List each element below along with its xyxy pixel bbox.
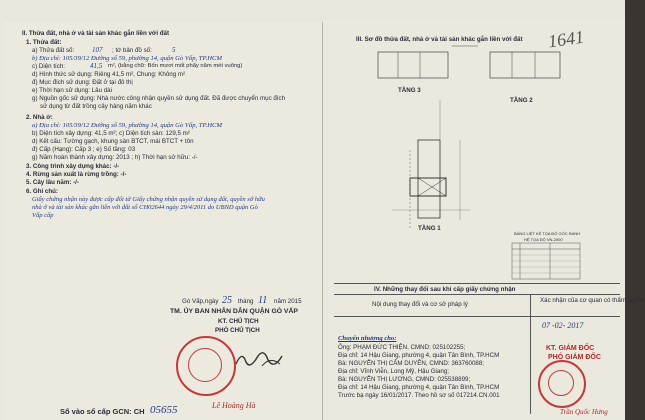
area-value: 41,5 [90, 62, 103, 70]
floor2-label: TẦNG 2 [510, 97, 533, 104]
note-line2: nhà ở và tài sản khác gắn liền với đất số CH02644 ngày 29/4/2011 do UBND quận Gò [32, 204, 258, 211]
area-label: c) Diện tích: [32, 63, 66, 70]
use-form: d) Hình thức sử dụng: Riêng 41,5 m², Chung: Không m² [32, 71, 186, 78]
transfer-line2: Địa chỉ: 14 Hậu Giang, phường 4, quận Tân Bình, TP.HCM [338, 352, 500, 359]
parcel-address: b) Địa chỉ: 105/39/12 Đường số 59, phường 14, quận Gò Vấp, TP.HCM [32, 55, 222, 62]
other-works: 3. Công trình xây dựng khác: -/- [26, 163, 120, 170]
use-purpose: đ) Mục đích sử dụng: Đất ở tại đô thị [32, 79, 133, 86]
floor3-label: TẦNG 3 [398, 87, 421, 94]
issue-month-label: tháng [238, 298, 254, 305]
kt-director: KT. GIÁM ĐỐC [546, 345, 595, 352]
use-origin-line1: g) Nguồn gốc sử dụng: Nhà nước công nhận quyền sử dụng đất. Đã được chuyển mục đích [32, 95, 286, 102]
note-line1: Giấy chứng nhận này được cấp đổi từ Giấy chứng nhận quyền sử dụng đất, quyền sở hữu [32, 196, 265, 203]
house-year: g) Năm hoàn thành xây dựng: 2013 ; h) Thời hạn sở hữu: -/- [32, 154, 198, 161]
transfer-line7: Trước bạ ngày 16/01/2017. Theo hồ sơ số 017214.CN.001 [338, 392, 500, 399]
column-changes: Nội dung thay đổi và cơ sở pháp lý [372, 301, 468, 308]
column-confirmation: Xác nhận của cơ quan có thẩm quyền [540, 297, 645, 304]
parcel-heading: 1. Thửa đất: [26, 39, 62, 46]
perennial-trees: 5. Cây lâu năm: -/- [26, 179, 79, 186]
section-iii-title: III. Sơ đồ thửa đất, nhà ở và tài sản khác gắn liền với đất [356, 36, 523, 43]
signer-name-right: Trần Quốc Hưng [560, 408, 608, 416]
transfer-line3: Bà: NGUYỄN THỊ CẨM DUYÊN, CMND: 363760088; [338, 360, 485, 367]
use-origin-line2: sử dụng từ đất trồng cây hàng năm khác [40, 103, 152, 110]
house-grade: đ) Cấp (Hạng): Cấp 3 ; e) Số tầng: 03 [32, 146, 136, 153]
sheet-no-value: 5 [172, 46, 176, 54]
floor1-label: TẦNG 1 [418, 225, 441, 232]
forest: 4. Rừng sản xuất là rừng trồng: -/- [26, 171, 127, 178]
kt-chairman: KT. CHỦ TỊCH [218, 318, 259, 325]
parcel-no-value: 107 [92, 46, 103, 54]
house-structure: d) Kết cấu: Tường gạch, khung sàn BTCT, mái BTCT + tôn [32, 138, 194, 145]
issue-day-label: ngày [205, 298, 219, 305]
area-in-words: m², (bằng chữ: Bốn mươi mốt phẩy năm mét vuông) [108, 63, 243, 69]
issue-year: năm 2015 [274, 298, 302, 305]
coord-table-subtitle: HỆ TỌA ĐỘ VN-2000 [524, 237, 563, 242]
handwritten-number: 1641 [546, 26, 586, 52]
sheet-no-label: ; tờ bản đồ số: [112, 47, 152, 54]
house-heading: 2. Nhà ở: [26, 114, 53, 121]
vice-chairman: PHÓ CHỦ TỊCH [215, 327, 260, 334]
transfer-line6: Địa chỉ: 14 Hậu Giang, phường 4, quận Tân Bình, TP.HCM [338, 384, 500, 391]
confirmation-date: 07 -02- 2017 [542, 321, 584, 330]
official-seal-right [538, 360, 586, 408]
section-ii-title: II. Thửa đất, nhà ở và tài sản khác gắn liền với đất [22, 30, 170, 37]
issue-month: 11 [258, 295, 268, 306]
issue-place: Gò Vấp, [182, 298, 205, 305]
coord-table-title: BẢNG LIỆT KÊ TỌA ĐỘ GÓC RANH [514, 231, 581, 236]
transfer-line1: Ông: PHẠM ĐỨC THIỆN, CMND: 025102255; [338, 344, 466, 351]
signer-name-left: Lê Hoàng Hà [212, 401, 256, 410]
parcel-no-label: a) Thửa đất số: [32, 47, 75, 54]
transfer-heading: Chuyển nhượng cho: [338, 335, 397, 342]
registry-label: Số vào sổ cấp GCN: CH [60, 407, 145, 416]
deputy-director: PHÓ GIÁM ĐỐC [548, 354, 601, 361]
note-line3: Vấp cấp [32, 212, 54, 219]
notes-heading: 6. Ghi chú: [26, 188, 58, 195]
issue-day: 25 [222, 295, 232, 306]
transfer-line5: Bà: NGUYỄN THỊ LƯƠNG, CMND: 025538899; [338, 376, 471, 383]
use-term: e) Thời hạn sử dụng: Lâu dài [32, 87, 112, 94]
issuing-authority: TM. ỦY BAN NHÂN DÂN QUẬN GÒ VẤP [170, 308, 298, 315]
transfer-line4: Địa chỉ: Vĩnh Viễn, Long Mỹ, Hậu Giang; [338, 368, 449, 375]
registry-number: 05655 [150, 404, 178, 416]
house-address: a) Địa chỉ: 105/39/12 Đường số 59, phường 14, quận Gò Vấp, TP.HCM [32, 122, 222, 129]
house-area: b) Diện tích xây dựng: 41,5 m²; c) Diện tích sàn: 129,5 m² [32, 130, 190, 137]
section-iv-title: IV. Những thay đổi sau khi cấp giấy chứng nhận [374, 286, 516, 293]
